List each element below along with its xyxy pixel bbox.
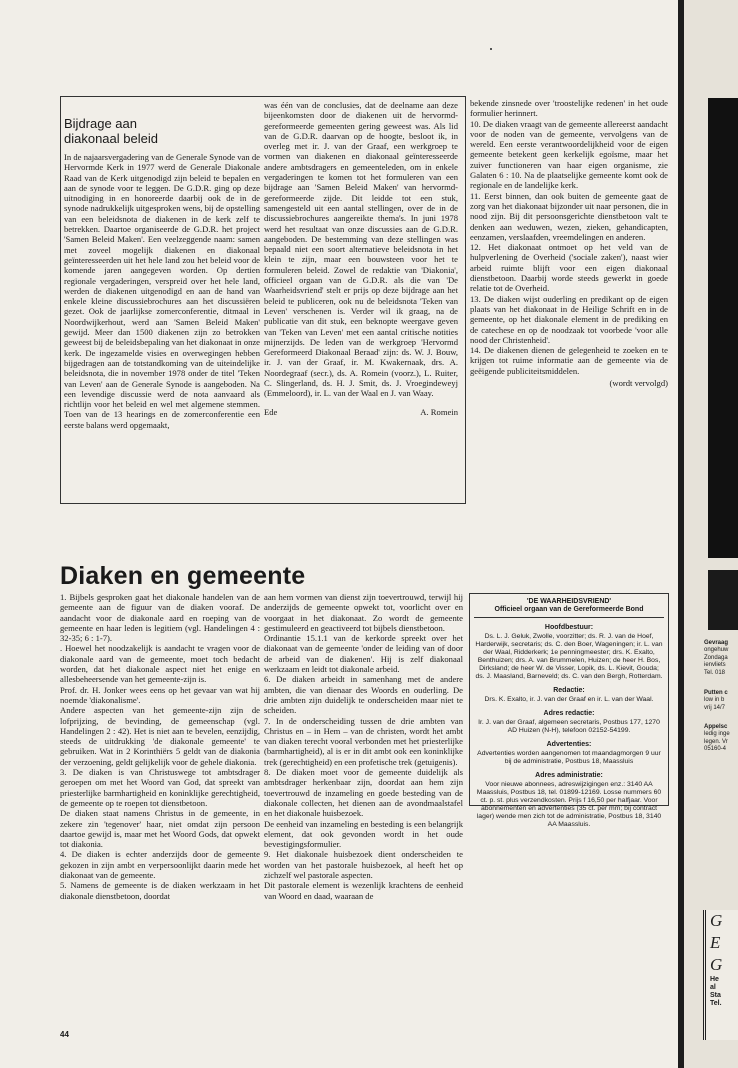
article-column-2 (264, 592, 463, 901)
adjacent-text: vrij 14/7 (704, 704, 726, 711)
imprint-text-admin: Voor nieuwe abonnees, adreswijzigingen enz.: 3140 AA Maassluis, Postbus 18, tel. 01899-12169. Losse nummers 60 ct. p. st. plus verzendkosten. Prijs f 16,50 per halfjaar. Voor abonnementen en advertenties (35 ct. per mm; bij contract lager) wende men zich tot de administratie, Postbus 18, 3140 AA Maassluis. (476, 781, 662, 828)
signature-place: Ede (264, 406, 278, 417)
brand-letter: G (710, 911, 723, 930)
adjacent-text: 05160-4 (704, 746, 727, 753)
adjacent-brand-ad (703, 910, 738, 1040)
adjacent-text: ongehuw (704, 647, 729, 654)
thesis-11: 11. Eerst binnen, dan ook buiten de gemeente gaat de zorg van het diakonaat bijzonder uit naar personen, die in nood zijn. Bij dit persoonsgerichte dienstbetoon valt te denken aan weduwen, wezen, zieken, gehandicapten, eenzamen, verslaafden, vreemdelingen en anderen. (470, 190, 668, 242)
theses-column (470, 98, 668, 388)
adjacent-text: Putten c (704, 690, 728, 696)
imprint-subtitle: Officieel orgaan van de Gereformeerde Bond (494, 606, 644, 613)
adjacent-ad-block-small (708, 570, 738, 630)
page-number: 44 (60, 1030, 69, 1039)
adjacent-ad-block (708, 98, 738, 558)
adjacent-text: Appelsc (704, 724, 728, 730)
brand-letter: E (710, 933, 721, 952)
article-paragraph: 9. Het diakonale huisbezoek dient onderscheiden te worden van het pastorale huisbezoek, al heeft het op zichzelf wel pastorale aspecten. (264, 849, 463, 881)
article-paragraph: 1. Bijbels gesproken gaat het diakonale handelen van de gemeente aan de figuur van de diaken vooraf. De aandacht voor de diakonale aard en roeping van de gemeente en haar leden is legitiem (vgl. Handelingen 4 : 32-35; 6 : 1-7). (60, 592, 260, 644)
imprint-text-editor-address: Ir. J. van der Graaf, algemeen secretaris, Postbus 177, 1270 AD Huizen (N-H), telefoon 02152-54199. (478, 719, 660, 734)
imprint-heading-ads: Advertenties: (546, 741, 592, 748)
intro-box-column-2 (264, 100, 458, 417)
theses-intro: bekende zinsnede over 'troostelijke redenen' in het oude formulier herinnert. (470, 98, 668, 119)
adjacent-text: low in b (704, 697, 725, 704)
adjacent-text: legen. Vr (704, 738, 728, 745)
article-column-1 (60, 592, 260, 901)
thesis-13: 13. De diaken wijst ouderling en predikant op de eigen plaats van het diakonaat in de Heilige Schrift en in de gemeente, op het diakonale element in de prediking en de catechese en op de noodzaak tot voorbede 'voor alle nood der Christenheid'. (470, 293, 668, 345)
imprint-heading-editors: Redactie: (553, 687, 585, 694)
imprint-heading-admin: Adres administratie: (535, 772, 603, 779)
article-paragraph: 8. De diaken moet voor de gemeente duidelijk als ambtsdrager herkenbaar zijn, doordat aan hem zijn toevertrouwd de inzameling en goede besteding van de diakonale collecten, het dienen aan de avondmaalstafel en het diakonale huisbezoek. (264, 767, 463, 819)
article-paragraph: Dit pastorale element is wezenlijk krachtens de eenheid van Woord en daad, waaraan de (264, 880, 463, 901)
adjacent-text: Gevraag (704, 640, 729, 646)
intro-box-column-1 (64, 116, 260, 430)
article-paragraph: . Hoewel het noodzakelijk is aandacht te vragen voor de diakonale aard van de gemeente, moet toch bedacht worden, dat het diakonale aspect niet het enige en allesbeheersende van het gemeente-zijn is. (60, 643, 260, 685)
brand-text: He (710, 976, 719, 983)
adjacent-text: Zondaga (704, 654, 728, 661)
article-paragraph: 3. De diaken is van Christuswege tot ambtsdrager geroepen om met het Woord van God, dat spreekt van priesterlijke barmhartigheid en koninklijke gerechtigheid, de gemeente op te roepen tot dienstbetoon. (60, 767, 260, 808)
imprint-heading-editor-address: Adres redactie: (543, 710, 595, 717)
article-paragraph: aan hem vormen van dienst zijn toevertrouwd, terwijl hij anderzijds de gemeente opwekt tot, voorlicht over en voorgaat in het diakonaat. Zo wordt de gemeente gestimuleerd en geactiveerd tot bijbels dienstbetoon. (264, 592, 463, 633)
imprint-box (469, 593, 669, 828)
continued-note: (wordt vervolgd) (609, 378, 668, 389)
imprint-heading-board: Hoofdbestuur: (544, 624, 594, 631)
signature-name: A. Romein (420, 406, 458, 417)
intro-box-title-line-2: diakonaal beleid (64, 131, 158, 146)
thesis-10: 10. De diaken vraagt van de gemeente allereerst aandacht voor de noden van de gemeente, vervolgens van de wereld. Een eerste verantwoordelijkheid voor de eigen gemeente betekent geen kerkelijk egoïsme, maar het zuiver functioneren van haar eigen organisme, zie Galaten 6 : 10. Na de plaatselijke gemeente komt ook de regionale en de landelijke kerk. (470, 118, 668, 191)
adjacent-text: Tel. 018 (704, 669, 726, 676)
intro-box-title-line-1: Bijdrage aan (64, 116, 137, 131)
article-paragraph: 7. In de onderscheiding tussen de drie ambten van Christus en – in Hem – van de christen, wordt het ambt van diaken terecht vooral verbonden met het priesterlijke (barmhartigheid), al is er in dit ambt ook een koninklijke trek (gerechtigheid) en een profetische trek (getuigenis). (264, 715, 463, 767)
print-dot (490, 48, 492, 50)
imprint-text-editors: Drs. K. Exalto, ir. J. van der Graaf en ir. L. van der Waal. (484, 696, 654, 703)
thesis-12: 12. Het diakonaat ontmoet op het veld van de hulpverlening de Overheid ('sociale zaken'), naast wier arbeid ruimte blijft voor een eigen diakonaal dienstbetoon. Daarbij worde steeds gewerkt in goede relatie tot de Overheid. (470, 242, 668, 294)
article-paragraph: Prof. dr. H. Jonker wees eens op het gevaar van wat hij noemde 'diakonalisme'. (60, 684, 260, 705)
article-paragraph: 6. De diaken arbeidt in samenhang met de andere ambten, die van dienaar des Woords en ouderling. De drie ambten zijn duidelijk te onderscheiden maar niet te scheiden. (264, 674, 463, 716)
intro-box-title (64, 116, 260, 146)
adjacent-classified-2 (704, 690, 728, 712)
brand-text: Sta (710, 992, 721, 999)
imprint-text-board: Ds. L. J. Geluk, Zwolle, voorzitter; ds. R. J. van de Hoef, Harderwijk, secretaris; ds. C. den Boer, Wageningen; ir. L. van der Waal, Ridderkerk; 1e penningmeester; drs. K. Exalto, Benthuizen; drs. A. van Brummelen, Huizen; de heer H. Bos, Dirksland; de heer W. de Visser, Lopik, ds. L. Kievit, Gouda; ds. J. Maasland, Barneveld; ds. C. van den Bergh, Rotterdam. (475, 633, 663, 680)
adjacent-text: ienvliets (704, 662, 726, 669)
brand-text: Tel. (710, 1000, 722, 1007)
intro-box-text-1: In de najaarsvergadering van de Generale Synode van de Hervormde Kerk in 1977 werd de Generale Diakonale Raad van de Kerk uitgenodigd zijn beleid te bepalen en aan de synode voor te leggen. De G.D.R. ging op deze uitnodiging in en honoreerde daarbij ook de in de synode nadrukkelijk uitgesproken wens, bij de opstelling van een beleidsnota de diakenen in de kerk zelf te betrekken. Daartoe organiseerde de G.D.R. het project 'Samen Beleid Maken'. Een veelzeggende naam: samen met zoveel mogelijk diakenen en diakonaal geïnteresseerden uit het hele land zou het beleid voor de komende jaren aangegeven worden. Op dertien regionale vergaderingen, verspreid over het hele land, werden de diakenen uitgenodigd en aan de hand van enkele kleine discussiebrochures aan het discussiëren gezet. Ook de jaarlijkse zomerconferentie, ditmaal in Noordwijkerhout, werd aan 'Samen Beleid Maken' gewijd. Meer dan 1500 diakenen zijn zo betrokken geweest bij de beleidsbepaling van het diakonaat in onze kerk. De ingezamelde visies en overwegingen hebben bijgedragen aan de totstandkoming van de uiteindelijke beleidsnota, die in november 1978 onder de titel 'Teken van Leven' aan de Generale Synode is aangeboden. Na een levendige discussie werd de nota aanvaard als richtlijn voor het beleid en wel met algemene stemmen. Toen van de 13 hearings en de zomerconferentie een eerste balans werd opgemaakt, (64, 152, 260, 430)
intro-box-text-2: was één van de conclusies, dat de deelname aan deze bijeenkomsten door de diakenen uit de hervormd-gereformeerde gemeenten gering geweest was. Als lid van de G.D.R. daarvan op de hoogte, besloot ik, in overleg met ir. J. van der Graaf, een werkgroep te vormen van diakenen en diakonaal geïnteresseerde andere ambtsdragers en gemeenteleden, om in enkele vergaderingen te komen tot het formuleren van een bijdrage aan 'Samen Beleid Maken' van hervormd-gereformeerde zijde. Dit leidde tot een stuk, samengesteld uit een aantal stellingen, over de in de discussiebrochures aangereikte thema's. In juni 1978 werd het resultaat van onze discussies aan de G.D.R. aangeboden. De bestemming van deze stellingen was bepaald niet een soort alternatieve beleidsnota in het klein te zijn, maar een bouwsteen voor het te formuleren beleid. Zowel de redaktie van 'Diakonia', officieel orgaan van de G.D.R. als die van 'De Waarheidsvriend' stelt er prijs op deze bijdrage aan het beleid te publiceren, ook nu de beleidsnota 'Teken van Leven' verschenen is. Verder wil ik graag, na de publicatie van dit stuk, een beknopte weergave geven van 'Teken van Leven' met een aantal critische notities mijnerzijds. De leden van de werkgroep 'Hervormd Gereformeerd Diakonaal Beraad' zijn: ds. W. J. Bouw, ir. J. van der Graaf, ir. M. Kwakernaak, drs. A. Noordegraaf (secr.), ds. A. Romein (voorz.), L. Ruiter, C. Slingerland, ds. H. J. Smit, ds. J. Vroegindeweyj (Emmeloord), ir. L. van der Waal en J. van Waay. (264, 100, 458, 399)
article-paragraph: Ordinantie 15.1.1 van de kerkorde spreekt over het diakonaat van de gemeente 'onder de leiding van of door de arbeid van de diakenen'. Hij is zelf diakonaal werkzaam en leidt tot diakonale arbeid. (264, 633, 463, 675)
article-paragraph: De diaken staat namens Christus in de gemeente, in zekere zin 'tegenover' haar, niet omdat zijn persoon daartoe gewijd is, maar met het Woord Gods, dat opwekt tot diakonia. (60, 808, 260, 850)
article-paragraph: 4. De diaken is echter anderzijds door de gemeente gekozen in zijn ambt en verpersoonlijkt daarin mede het diakonaat van de gemeente. (60, 849, 260, 881)
article-paragraph: De eenheid van inzameling en besteding is een belangrijk element, dat ook gevonden wordt in het oude bevestigingsformulier. (264, 818, 463, 850)
adjacent-text: ledig inge (704, 731, 730, 738)
brand-letter: G (710, 955, 723, 974)
article-paragraph: Andere aspecten van het gemeente-zijn zijn de lofprijzing, de bevinding, de gemeenschap (vgl. Handelingen 2 : 42). Het is niet aan te bevelen, eenzijdig, steeds de uitdrukking 'de diakonale gemeente' te gebruiken. Wat in 2 Korinthiërs 5 geldt van de diakonia der verzoening, geldt gelijkelijk voor de gehele diakonia. (60, 705, 260, 767)
thesis-14: 14. De diakenen dienen de gelegenheid te zoeken en te krijgen tot ruime informatie aan de gemeente via de geëigende publiciteitsmiddelen. (470, 345, 668, 376)
imprint-text-ads: Advertenties worden aangenomen tot maandagmorgen 9 uur bij de administratie, Postbus 18, Maassluis (477, 750, 661, 765)
brand-text: al (710, 984, 716, 991)
article-title: Diaken en gemeente (60, 562, 306, 590)
adjacent-classified-1 (704, 640, 728, 677)
article-paragraph: 5. Namens de gemeente is de diaken werkzaam in het diakonale dienstbetoon, doordat (60, 880, 260, 901)
adjacent-classified-3 (704, 724, 730, 754)
imprint-title: 'DE WAARHEIDSVRIEND' (526, 598, 612, 605)
signature (264, 407, 458, 417)
imprint-divider (474, 617, 664, 618)
